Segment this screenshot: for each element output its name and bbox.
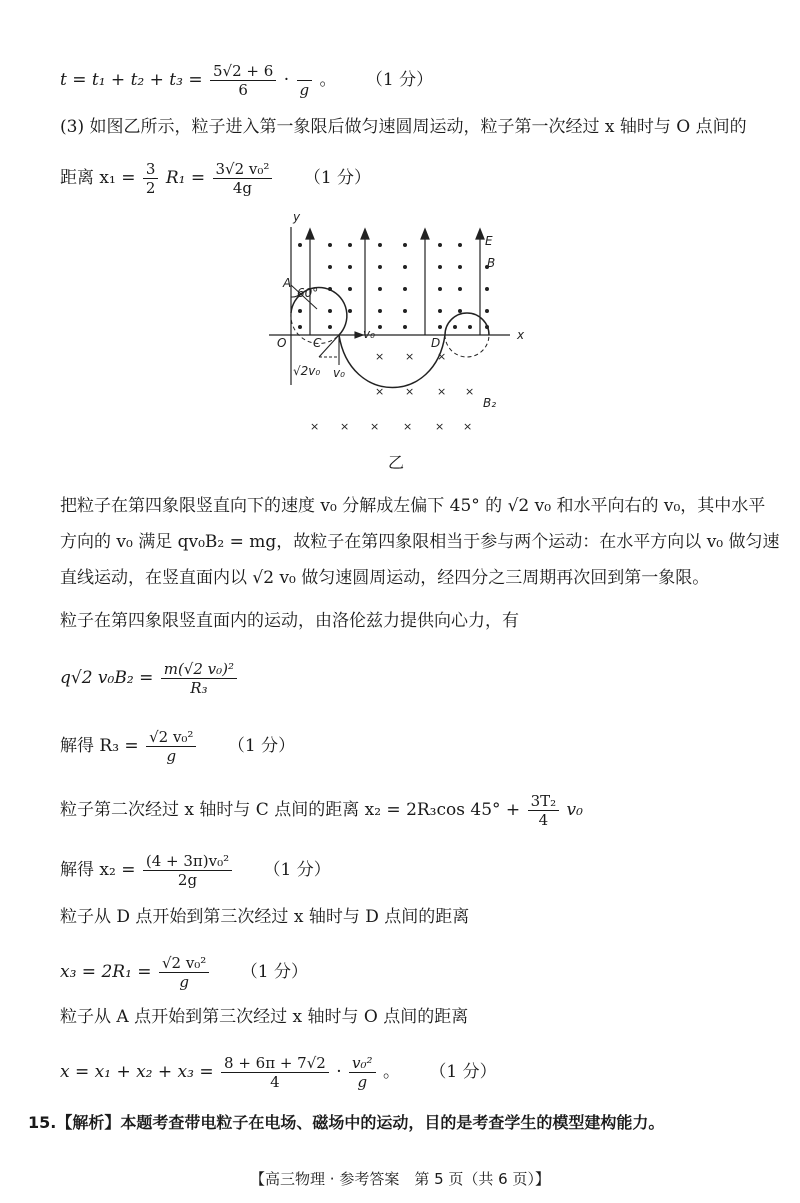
fraction bbox=[159, 954, 209, 991]
equation-x2 bbox=[60, 792, 583, 829]
score-mark: （1 分） bbox=[303, 168, 372, 188]
svg-text:×: × bbox=[435, 420, 445, 433]
velocity-vectors bbox=[319, 332, 363, 365]
score-mark: （1 分） bbox=[227, 736, 296, 756]
eq-prefix: 解得 x₂ = bbox=[60, 860, 136, 880]
paragraph-d-point: 粒子从 D 点开始到第三次经过 x 轴时与 D 点间的距离 bbox=[60, 907, 470, 927]
frac-denominator: 4 bbox=[270, 1073, 280, 1091]
label-angle: 60° bbox=[297, 286, 319, 300]
eq-r1: R₁ = bbox=[165, 168, 206, 188]
label-B2: B₂ bbox=[483, 396, 497, 410]
analysis-text: 本题考查带电粒子在电场、磁场中的运动，目的是考查学生的模型建构能力。 bbox=[120, 1113, 665, 1132]
frac-numerator: v₀² bbox=[349, 1054, 376, 1073]
frac-denominator: 6 bbox=[238, 81, 248, 99]
frac-numerator: √2 v₀² bbox=[159, 954, 209, 973]
trajectory-arc-3 bbox=[445, 313, 489, 335]
label-sqrt2v0: √2v₀ bbox=[293, 364, 321, 378]
frac-numerator: m(√2 v₀)² bbox=[161, 660, 237, 679]
label-v0-bottom: v₀ bbox=[333, 366, 345, 380]
score-mark: （1 分） bbox=[240, 962, 308, 982]
frac-denominator: g bbox=[357, 1073, 368, 1091]
trajectory-arc-2 bbox=[339, 335, 445, 388]
svg-text:×: × bbox=[340, 420, 350, 433]
frac-denominator: g bbox=[179, 973, 189, 991]
frac-numerator: 8 + 6π + 7√2 bbox=[221, 1054, 329, 1073]
frac-denominator: 4 bbox=[538, 811, 549, 829]
frac-numerator: (4 + 3π)v₀² bbox=[143, 852, 232, 871]
frac-numerator: 5√2 + 6 bbox=[210, 62, 276, 81]
field-diagram bbox=[255, 205, 545, 490]
equation-t-total bbox=[60, 62, 433, 99]
score-mark: （1 分） bbox=[365, 70, 434, 90]
paragraph-lorentz: 粒子在第四象限竖直面内的运动，由洛伦兹力提供向心力，有 bbox=[60, 611, 519, 631]
eq-prefix: 粒子第二次经过 x 轴时与 C 点间的距离 x₂ = 2R₃cos 45° + bbox=[60, 800, 521, 820]
svg-text:×: × bbox=[465, 385, 475, 398]
label-B: B bbox=[487, 256, 496, 270]
b2-field-crosses bbox=[310, 350, 474, 433]
equation-r3 bbox=[60, 660, 239, 697]
analysis-tag: 【解析】 bbox=[56, 1113, 121, 1132]
eq-lhs: q√2 v₀B₂ = bbox=[60, 668, 154, 688]
part3-text: (3) 如图乙所示，粒子进入第一象限后做匀速圆周运动，粒子第一次经过 x 轴时与 O 点间的 bbox=[60, 117, 747, 137]
label-O: O bbox=[277, 336, 287, 350]
svg-text:×: × bbox=[405, 350, 415, 363]
eq-prefix: 距离 x₁ = bbox=[60, 168, 136, 188]
frac-numerator: √2 v₀² bbox=[146, 728, 196, 747]
score-mark: （1 分） bbox=[429, 1062, 497, 1082]
label-y: y bbox=[293, 210, 301, 224]
eq-prefix: x = x₁ + x₂ + x₃ = bbox=[60, 1062, 214, 1082]
e-field-arrows bbox=[306, 229, 484, 335]
fraction bbox=[528, 792, 560, 829]
frac-numerator: 3T₂ bbox=[528, 792, 560, 811]
label-E: E bbox=[485, 234, 493, 248]
svg-text:×: × bbox=[463, 420, 473, 433]
fraction bbox=[349, 1054, 376, 1091]
paragraph-decomposition: 把粒子在第四象限竖直向下的速度 v₀ 分解成左偏下 45° 的 √2 v₀ 和水平向右的 v₀，其中水平方向的 v₀ 满足 qv₀B₂ = mg，故粒子在第四象限相当于参与两个运动：在水平方向以 v₀ 做匀速直线运动，在竖直面内以 √2 v₀ 做匀速圆周运动，经四分之三周期再次回到第一象限。 bbox=[60, 496, 780, 588]
fraction bbox=[213, 160, 273, 197]
frac-denominator: g bbox=[299, 81, 310, 99]
fraction bbox=[210, 62, 276, 99]
frac-numerator: 3 bbox=[143, 160, 159, 179]
page-footer: 【高三物理 · 参考答案 第 5 页（共 6 页）】 bbox=[250, 1170, 550, 1188]
period: 。 bbox=[319, 70, 337, 90]
eq-prefix: 解得 R₃ = bbox=[60, 736, 139, 756]
eq-prefix: x₃ = 2R₁ = bbox=[60, 962, 152, 982]
question-number: 15. bbox=[28, 1113, 57, 1132]
fraction bbox=[161, 660, 237, 697]
fraction bbox=[143, 160, 159, 197]
svg-text:×: × bbox=[370, 420, 380, 433]
paragraph-a-point: 粒子从 A 点开始到第三次经过 x 轴时与 O 点间的距离 bbox=[60, 1007, 469, 1027]
svg-text:×: × bbox=[375, 350, 385, 363]
svg-text:×: × bbox=[405, 385, 415, 398]
equation-x2-solved bbox=[60, 852, 331, 889]
frac-denominator: 4g bbox=[232, 179, 253, 197]
question-15-analysis bbox=[28, 1110, 664, 1136]
svg-text:×: × bbox=[310, 420, 320, 433]
svg-text:×: × bbox=[375, 385, 385, 398]
fraction-g bbox=[297, 62, 313, 99]
label-C: C bbox=[313, 336, 322, 350]
frac-denominator: 2 bbox=[145, 179, 156, 197]
equation-x-total bbox=[60, 1054, 497, 1091]
figure-caption: 乙 bbox=[388, 453, 405, 472]
frac-numerator-blank bbox=[297, 62, 313, 81]
label-x: x bbox=[517, 328, 525, 342]
score-mark: （1 分） bbox=[263, 860, 331, 880]
eq-lhs: t = t₁ + t₂ + t₃ = bbox=[60, 70, 203, 90]
fraction bbox=[143, 852, 232, 889]
frac-denominator: R₃ bbox=[190, 679, 208, 697]
fraction bbox=[146, 728, 196, 765]
equation-r3-solved bbox=[60, 728, 295, 765]
equation-x1 bbox=[60, 160, 371, 197]
svg-text:×: × bbox=[403, 420, 413, 433]
frac-denominator: g bbox=[166, 747, 177, 765]
equation-x3 bbox=[60, 954, 308, 991]
fraction bbox=[221, 1054, 329, 1091]
svg-text:×: × bbox=[437, 385, 447, 398]
trajectory-arc-3-dashed bbox=[445, 335, 489, 357]
period: 。 bbox=[382, 1062, 400, 1082]
dot-operator: · bbox=[283, 70, 290, 90]
eq-suffix: v₀ bbox=[566, 800, 583, 820]
label-A: A bbox=[283, 276, 292, 290]
b-field-dots bbox=[298, 243, 489, 329]
dot-operator: · bbox=[336, 1062, 342, 1082]
label-D: D bbox=[431, 336, 441, 350]
label-v0-top: v₀ bbox=[363, 327, 375, 341]
svg-text:×: × bbox=[437, 350, 447, 363]
frac-denominator: 2g bbox=[177, 871, 198, 889]
frac-numerator: 3√2 v₀² bbox=[213, 160, 273, 179]
